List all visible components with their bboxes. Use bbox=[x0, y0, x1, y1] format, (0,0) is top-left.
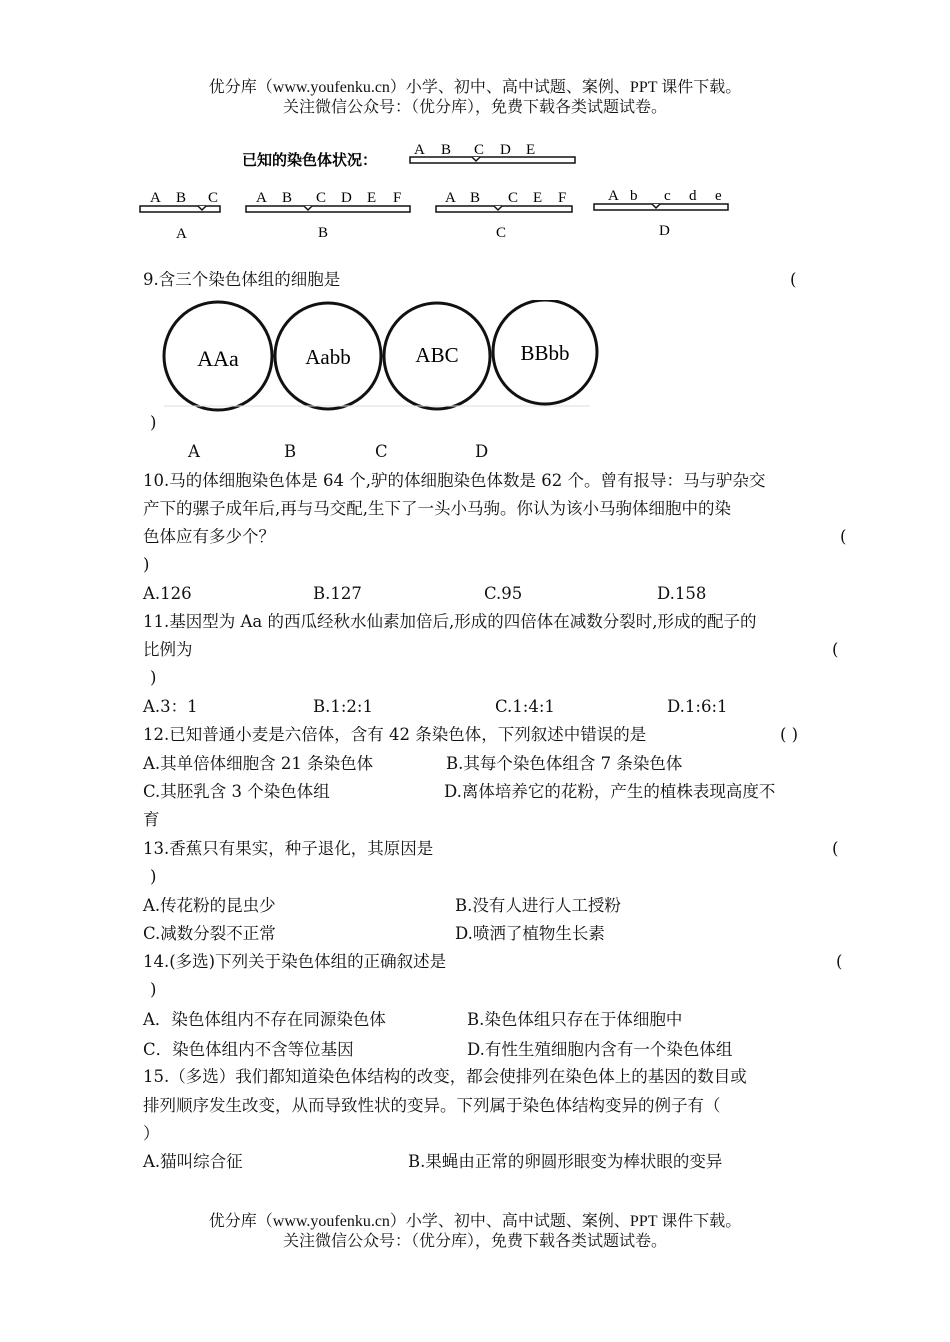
known-gene: B bbox=[441, 142, 452, 158]
gene-label: b bbox=[630, 188, 638, 204]
q14-option-d: D.有性生殖细胞内含有一个染色体组 bbox=[467, 1040, 733, 1059]
q13-stem: 13.香蕉只有果实，种子退化，其原因是 bbox=[143, 839, 434, 858]
cell-genotype: BBbb bbox=[520, 341, 570, 365]
gene-label: F bbox=[393, 190, 402, 206]
q12-option-d-cont: 育 bbox=[143, 810, 160, 829]
known-gene: E bbox=[526, 142, 536, 158]
q14-option-b: B.染色体组只存在于体细胞中 bbox=[467, 1010, 683, 1029]
q10-paren-close: ) bbox=[143, 555, 150, 574]
q9-option-c: C bbox=[375, 442, 388, 461]
q12-option-a: A.其单倍体细胞含 21 条染色体 bbox=[143, 754, 374, 773]
gene-label: A bbox=[256, 190, 267, 206]
gene-label: B bbox=[470, 190, 481, 206]
q11-line2: 比例为 bbox=[143, 640, 193, 659]
cell-circle bbox=[493, 300, 597, 404]
q13-option-c: C.减数分裂不正常 bbox=[143, 924, 276, 943]
q15-option-a: A.猫叫综合征 bbox=[143, 1152, 243, 1171]
q9-paren-close: ) bbox=[150, 413, 157, 432]
option-label: A bbox=[176, 226, 187, 242]
q15-line2: 排列顺序发生改变，从而导致性状的变异。下列属于染色体结构变异的例子有（ bbox=[143, 1096, 721, 1115]
cell-circle bbox=[275, 303, 381, 409]
q9-stem: 9.含三个染色体组的细胞是 bbox=[143, 270, 341, 289]
q10-paren-open: ( bbox=[840, 527, 847, 546]
q9-paren-open: ( bbox=[790, 270, 797, 289]
q15-line3: ） bbox=[143, 1124, 160, 1143]
q12-option-d: D.离体培养它的花粉，产生的植株表现高度不 bbox=[444, 782, 776, 801]
q11-option-a: A.3：1 bbox=[143, 697, 198, 716]
known-chromosome-label: 已知的染色体状况： bbox=[242, 153, 378, 169]
known-gene: A bbox=[414, 142, 425, 158]
option-label: B bbox=[318, 225, 329, 241]
cell-genotype: AAa bbox=[197, 346, 239, 371]
q10-option-a: A.126 bbox=[143, 584, 192, 603]
q15-line1: 15.（多选）我们都知道染色体结构的改变，都会使排列在染色体上的基因的数目或 bbox=[143, 1067, 747, 1086]
q13-option-a: A.传花粉的昆虫少 bbox=[143, 896, 276, 915]
q15-option-b: B.果蝇由正常的卵圆形眼变为棒状眼的变异 bbox=[408, 1152, 723, 1171]
option-label: C bbox=[496, 225, 507, 241]
q10-line3: 色体应有多少个？ bbox=[143, 527, 275, 546]
gene-label: A bbox=[608, 188, 619, 204]
chromosome-option-b bbox=[246, 190, 410, 241]
q10-option-b: B.127 bbox=[313, 584, 362, 603]
q9-cell-figure bbox=[150, 300, 600, 412]
page-header-line2: 关注微信公众号：（优分库），免费下载各类试题试卷。 bbox=[282, 99, 667, 116]
q11-line1: 11.基因型为 Aa 的西瓜经秋水仙素加倍后,形成的四倍体在减数分裂时,形成的配子的 bbox=[143, 612, 757, 631]
q10-line1: 10.马的体细胞染色体是 64 个,驴的体细胞染色体数是 62 个。曾有报导：马与驴杂交 bbox=[143, 471, 766, 490]
q14-paren-close: ) bbox=[150, 980, 157, 999]
gene-label: C bbox=[208, 190, 219, 206]
q10-line2: 产下的骡子成年后,再与马交配,生下了一头小马驹。你认为该小马驹体细胞中的染 bbox=[143, 499, 731, 518]
gene-label: d bbox=[689, 188, 697, 204]
gene-label: c bbox=[664, 188, 671, 204]
cell-circle bbox=[164, 302, 272, 410]
q11-option-c: C.1:4:1 bbox=[495, 697, 555, 716]
q10-option-d: D.158 bbox=[657, 584, 707, 603]
gene-label: B bbox=[176, 190, 187, 206]
page-header-line1: 优分库（www.youfenku.cn）小学、初中、高中试题、案例、PPT 课件下载。 bbox=[208, 79, 742, 96]
q13-paren-close: ) bbox=[150, 867, 157, 886]
gene-label: E bbox=[367, 190, 377, 206]
chromosome-figure bbox=[130, 135, 740, 250]
chromosome-option-d bbox=[594, 188, 728, 239]
q14-option-a: A．染色体组内不存在同源染色体 bbox=[143, 1010, 386, 1029]
q9-option-b: B bbox=[284, 442, 297, 461]
gene-label: B bbox=[282, 190, 293, 206]
chromosome-option-a bbox=[140, 190, 220, 242]
page-footer-line1: 优分库（www.youfenku.cn）小学、初中、高中试题、案例、PPT 课件下载。 bbox=[208, 1213, 742, 1230]
q14-stem: 14.(多选)下列关于染色体组的正确叙述是 bbox=[143, 952, 447, 971]
gene-label: D bbox=[341, 190, 352, 206]
q13-option-b: B.没有人进行人工授粉 bbox=[455, 896, 621, 915]
gene-label: C bbox=[316, 190, 327, 206]
q14-paren-open: ( bbox=[836, 952, 843, 971]
q12-paren: ( ) bbox=[780, 725, 799, 744]
gene-label: E bbox=[533, 190, 543, 206]
gene-label: e bbox=[715, 188, 722, 204]
q12-option-b: B.其每个染色体组含 7 条染色体 bbox=[446, 754, 683, 773]
q9-option-a: A bbox=[188, 442, 200, 461]
q11-option-d: D.1:6:1 bbox=[667, 697, 728, 716]
cell-genotype: ABC bbox=[415, 343, 459, 367]
page-footer-line2: 关注微信公众号：（优分库），免费下载各类试题试卷。 bbox=[282, 1233, 667, 1250]
known-gene: D bbox=[500, 142, 511, 158]
chromosome-option-c bbox=[436, 190, 572, 241]
q14-option-c: C．染色体组内不含等位基因 bbox=[143, 1040, 354, 1059]
q11-paren-close: ) bbox=[150, 668, 157, 687]
cell-circle bbox=[384, 303, 490, 409]
option-label: D bbox=[659, 223, 670, 239]
q9-option-d: D bbox=[475, 442, 489, 461]
q12-stem: 12.已知普通小麦是六倍体，含有 42 条染色体，下列叙述中错误的是 bbox=[143, 725, 647, 744]
known-chromosome bbox=[410, 142, 575, 163]
cell-genotype: Aabb bbox=[305, 345, 351, 369]
q10-option-c: C.95 bbox=[484, 584, 523, 603]
q12-option-c: C.其胚乳含 3 个染色体组 bbox=[143, 782, 330, 801]
gene-label: A bbox=[445, 190, 456, 206]
q11-paren-open: ( bbox=[832, 640, 839, 659]
gene-label: A bbox=[150, 190, 161, 206]
gene-label: C bbox=[508, 190, 519, 206]
gene-label: F bbox=[558, 190, 567, 206]
known-gene: C bbox=[474, 142, 485, 158]
q13-option-d: D.喷洒了植物生长素 bbox=[455, 924, 605, 943]
q11-option-b: B.1:2:1 bbox=[313, 697, 373, 716]
q13-paren-open: ( bbox=[832, 839, 839, 858]
